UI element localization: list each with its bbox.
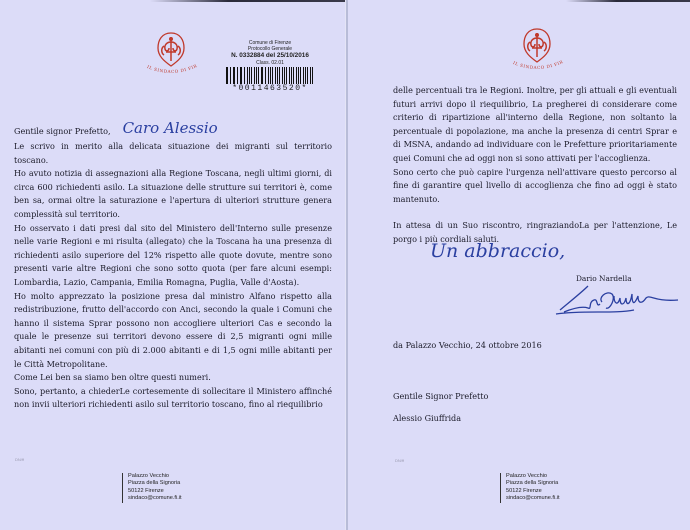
barcode-bar — [272, 67, 273, 84]
paragraph: Come Lei ben sa siamo ben oltre questi numeri. — [14, 372, 211, 383]
barcode-bar — [234, 67, 235, 84]
protocol-stamp — [222, 40, 318, 93]
florence-lily-crest-icon — [140, 30, 202, 80]
footer-line: 50122 Firenze — [128, 487, 164, 494]
paragraph: Le scrivo in merito alla delicata situazione dei migranti sul territorio toscano. — [14, 141, 332, 165]
recipient-salutation: Gentile Signor Prefetto — [393, 391, 489, 401]
handwritten-closing: Un abbraccio, — [430, 240, 566, 262]
paragraph: Sono certo che può capire l'urgenza nell'attivare questo percorso al fine di garantire quel livello di accoglienza che fino ad oggi è stato mantenuto. — [393, 166, 677, 204]
paragraph: Ho avuto notizia di assegnazioni alla Regione Toscana, negli ultimi giorni, di circa 600 richiedenti asilo. La situazione delle strutture sui territori è, come ben sa, ormai oltre la saturazione e l'apertura di ulteriori strutture genera complessità sul territorio. — [14, 168, 332, 219]
letter-body-page-1 — [14, 140, 332, 412]
footer-line: Piazza della Signoria — [128, 480, 181, 487]
reference-initials: DN/ff — [395, 458, 405, 463]
florence-lily-crest-icon — [506, 26, 568, 76]
reference-initials: DN/ff — [15, 457, 25, 462]
footer-email: sindaco@comune.fi.it — [506, 495, 560, 502]
scan-edge-shadow — [566, 0, 690, 2]
paragraph: Ho osservato i dati presi dal sito del Ministero dell'Interno sulle presenze nelle varie Regioni e mi risulta (allegato) che la Toscana ha una presenza di richiedenti asilo superiore del 12% rispetto alle quote dovute, mentre sono presenti varie altre Regioni che sono sotto quota (per fare alcuni esempi: Lombardia, Lazio, Campania, Emilia Romagna, Puglia, Valle d'Aosta). — [14, 222, 332, 287]
paragraph: Ho molto apprezzato la posizione presa dal ministro Alfano rispetto alla redistribuzione, frutto dell'accordo con Anci, secondo la quale i Comuni che hanno il sistema Sprar possono non accogliere ulteriori Cas e secondo la quale le presenze sui territori devono essere di 2,5 migranti ogni mille abitanti nei comuni con più di 2.000 abitanti e di 1,5 ogni mille abitanti per le Città Metropolitane. — [14, 290, 332, 369]
signer-name: Dario Nardella — [576, 274, 632, 283]
letter-body-page-2 — [393, 84, 677, 247]
barcode-bar — [289, 67, 290, 84]
protocol-number: N. 0332884 del 25/10/2016 — [231, 52, 309, 59]
barcode-bar — [251, 67, 252, 84]
place-date: da Palazzo Vecchio, 24 ottobre 2016 — [393, 340, 542, 350]
footer-line: Piazza della Signoria — [506, 480, 559, 487]
handwritten-greeting: Caro Alessio — [122, 119, 218, 137]
footer-line: Palazzo Vecchio — [128, 473, 170, 479]
protocol-line-2: Protocollo Generale — [247, 46, 293, 52]
paragraph: delle percentuali tra le Regioni. Inoltre, per gli attuali e gli eventuali futuri arrivi dopo il riequilibrio, La pregherei di considerare come criterio di ripartizione all'interno della Regione, non soltanto la percentuale di popolazione, ma anche la presenza di centri Sprar e di MSNA, andando ad individuare con le Prefetture prioritariamente quei Comuni che ad oggi non si sono attivati per l'accoglienza. — [393, 85, 677, 163]
footer-address — [122, 473, 182, 503]
recipient-name: Alessio Giuffrida — [393, 413, 462, 423]
letter-page-2 — [346, 0, 690, 530]
salutation: Gentile signor Prefetto, — [14, 126, 111, 136]
crest-caption: IL SINDACO DI FIR — [146, 63, 199, 75]
protocol-line-1: Comune di Firenze — [248, 40, 292, 46]
closing-paragraph: In attesa di un Suo riscontro, ringraziandoLa per l'attenzione, Le porgo i più cordiali saluti. — [393, 220, 677, 244]
protocol-class: Class. 02.01 — [256, 60, 284, 66]
barcode — [226, 67, 314, 84]
barcode-bar — [307, 67, 308, 84]
salutation-row — [14, 120, 218, 136]
paragraph: Sono, pertanto, a chiederLe cortesemente di sollecitare il Ministero affinché non invii ulteriori richiedenti asilo sul territorio toscano, fino al riequilibrio — [14, 385, 332, 410]
barcode-number: *0011463520* — [232, 84, 308, 93]
signature — [554, 280, 684, 320]
footer-address — [500, 473, 560, 503]
scan-edge-shadow — [150, 0, 345, 2]
footer-email: sindaco@comune.fi.it — [128, 495, 182, 502]
footer-line: Palazzo Vecchio — [506, 473, 548, 479]
footer-line: 50122 Firenze — [506, 487, 542, 494]
crest-caption: IL SINDACO DI FIR — [512, 59, 565, 71]
